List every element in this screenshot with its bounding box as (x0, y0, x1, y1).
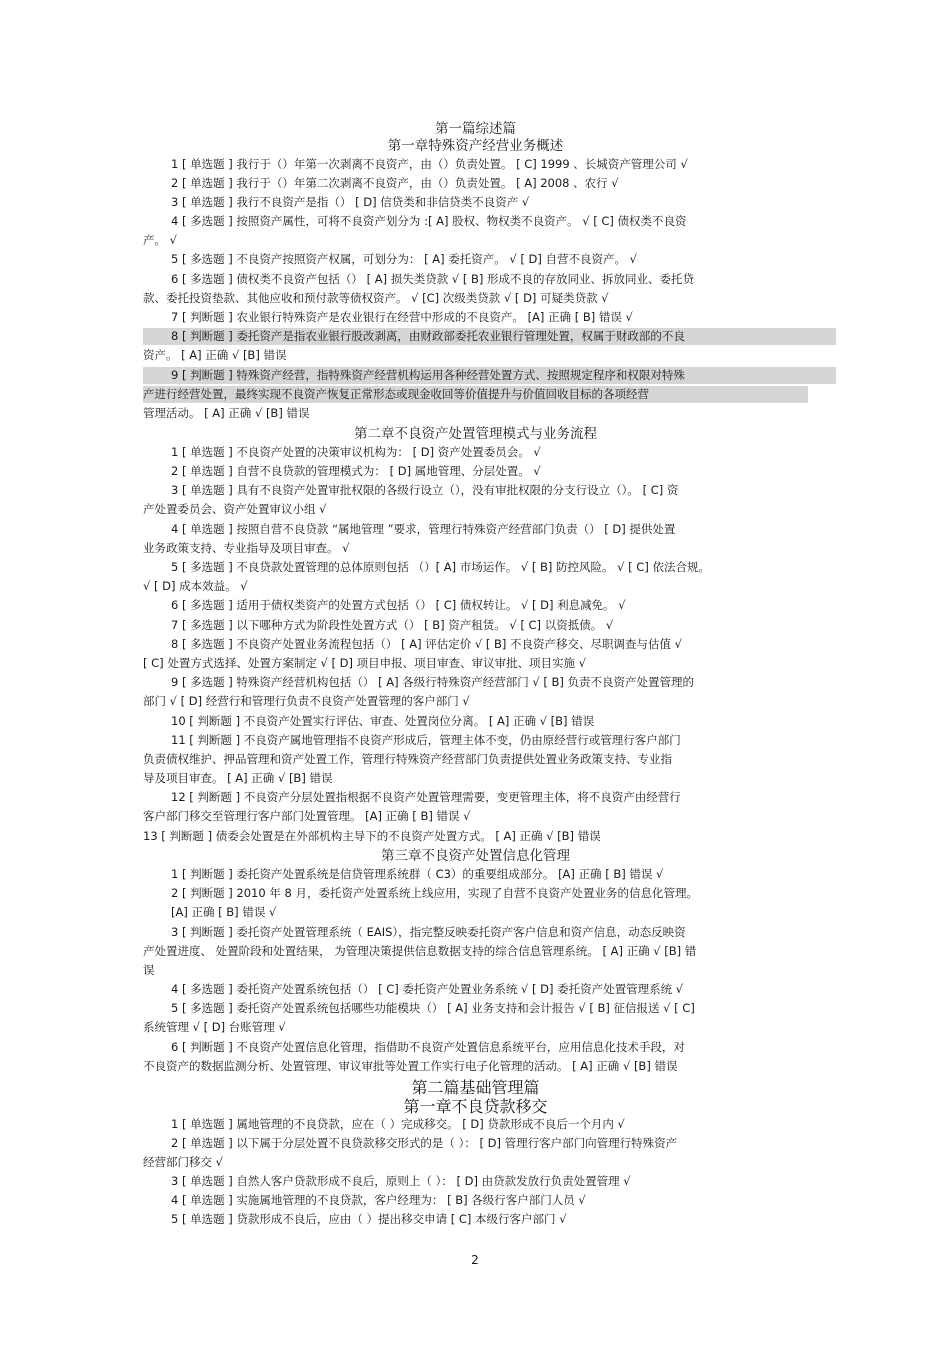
question-line: 1 [ 单选题 ] 不良资产处置的决策审议机构为： [ D] 资产处置委员会。 √ (171, 445, 541, 459)
question-line: 款、委托投资垫款、其他应收和预付款等债权资产。 √ [C] 次级类贷款 √ [ D] 可疑类贷款 √ (143, 291, 609, 305)
question-line: 8 [ 判断题 ] 委托资产是指农业银行股改剥离，由财政部委托农业银行管理处置，权属于财政部的不良 (143, 328, 836, 345)
question-line: 3 [ 单选题 ] 我行不良资产是指（） [ D] 信贷类和非信贷类不良资产 √ (171, 195, 530, 209)
chapter-title: 第一章不良贷款移交 (403, 1097, 548, 1116)
question-line: 经营部门移交 √ (143, 1155, 223, 1169)
question-line: 客户部门移交至管理行客户部门处置管理。 [A] 正确 [ B] 错误 √ (143, 809, 471, 823)
question-line: 产处置委员会、资产处置审议小组 √ (143, 502, 327, 516)
question-line: 产。 √ (143, 233, 177, 247)
question-line: 5 [ 多选题 ] 委托资产处置系统包括哪些功能模块（） [ A] 业务支持和会计报告 √ [ B] 征信报送 √ [ C] (171, 1001, 695, 1015)
question-line: [ C] 处置方式选择、处置方案制定 √ [ D] 项目申报、项目审查、审议审批、项目实施 √ (143, 656, 587, 670)
chapter-title: 第一章特殊资产经营业务概述 (387, 138, 564, 154)
question-line: 10 [ 判断题 ] 不良资产处置实行评估、审查、处置岗位分离。 [ A] 正确 √ [B] 错误 (171, 714, 595, 728)
question-line: 产处置进度、 处置阶段和处置结果， 为管理决策提供信息数据支持的综合信息管理系统。 [ A] 正确 √ [B] 错 (143, 944, 697, 958)
question-line: 管理活动。 [ A] 正确 √ [B] 错误 (143, 406, 310, 420)
question-line: 资产。 [ A] 正确 √ [B] 错误 (143, 348, 287, 362)
question-line: 2 [ 单选题 ] 我行于（）年第二次剥离不良资产，由（）负责处置。 [ A] 2008 、农行 √ (171, 176, 619, 190)
question-line: 8 [ 多选题 ] 不良资产处置业务流程包括（） [ A] 评估定价 √ [ B] 不良资产移交、尽职调查与估值 √ (171, 637, 683, 651)
question-line: 2 [ 单选题 ] 以下属于分层处置不良贷款移交形式的是（ ）： [ D] 管理行客户部门向管理行特殊资产 (171, 1136, 678, 1150)
question-line: √ [ D] 成本效益。 √ (143, 579, 248, 593)
question-line: 5 [ 单选题 ] 贷款形成不良后，应由（ ）提出移交申请 [ C] 本级行客户部门 √ (171, 1212, 567, 1226)
question-line: 3 [ 单选题 ] 自然人客户贷款形成不良后，原则上（ ）： [ D] 由贷款发放行负责处置管理 √ (171, 1174, 631, 1188)
question-line: 6 [ 多选题 ] 债权类不良资产包括（） [ A] 损失类贷款 √ [ B] 形成不良的存放同业、拆放同业、委托贷 (171, 272, 695, 286)
part-title: 第二篇基础管理篇 (411, 1078, 540, 1097)
question-line: 1 [ 判断题 ] 委托资产处置系统是信贷管理系统群（ C3）的重要组成部分。 [A] 正确 [ B] 错误 √ (171, 867, 664, 881)
question-line: [A] 正确 [ B] 错误 √ (171, 905, 277, 919)
question-line: 业务政策支持、专业指导及项目审查。 √ (143, 541, 350, 555)
question-line: 4 [ 多选题 ] 委托资产处置系统包括（） [ C] 委托资产处置业务系统 √ [ D] 委托资产处置管理系统 √ (171, 982, 684, 996)
question-line: 不良资产的数据监测分析、处置管理、审议审批等处置工作实行电子化管理的活动。 [ A] 正确 √ [B] 错误 (143, 1059, 678, 1073)
question-line: 9 [ 判断题 ] 特殊资产经营，指特殊资产经营机构运用各种经营处置方式、按照规定程序和权限对特殊 (143, 367, 836, 384)
question-line: 导及项目审查。 [ A] 正确 √ [B] 错误 (143, 771, 333, 785)
question-line: 12 [ 判断题 ] 不良资产分层处置指根据不良资产处置管理需要，变更管理主体，将不良资产由经营行 (171, 790, 681, 804)
question-line: 产进行经营处置，最终实现不良资产恢复正常形态或现金收回等价值提升与价值回收目标的各项经营 (143, 386, 808, 403)
part-title: 第一篇综述篇 (435, 121, 516, 137)
question-line: 4 [ 单选题 ] 实施属地管理的不良贷款，客户经理为： [ B] 各级行客户部门人员 √ (171, 1193, 586, 1207)
question-line: 6 [ 判断题 ] 不良资产处置信息化管理，指借助不良资产处置信息系统平台，应用信息化技术手段，对 (171, 1040, 685, 1054)
chapter-title: 第三章不良资产处置信息化管理 (381, 848, 570, 864)
chapter-title: 第二章不良资产处置管理模式与业务流程 (354, 426, 597, 442)
question-line: 2 [ 单选题 ] 自营不良贷款的管理模式为： [ D] 属地管理、分层处置。 √ (171, 464, 541, 478)
question-line: 负责债权维护、押品管理和资产处置工作，管理行特殊资产经营部门负责提供处置业务政策支持、专业指 (143, 752, 672, 766)
question-line: 4 [ 多选题 ] 按照资产属性，可将不良资产划分为 :[ A] 股权、物权类不良资产。 √ [ C] 债权类不良资 (171, 214, 687, 228)
question-line: 系统管理 √ [ D] 台账管理 √ (143, 1020, 286, 1034)
question-line: 11 [ 判断题 ] 不良资产属地管理指不良资产形成后，管理主体不变，仍由原经营行或管理行客户部门 (171, 733, 681, 747)
question-line: 5 [ 多选题 ] 不良资产按照资产权属，可划分为： [ A] 委托资产。 √ [ D] 自营不良资产。 √ (171, 252, 637, 266)
question-line: 6 [ 多选题 ] 适用于债权类资产的处置方式包括（） [ C] 债权转让。 √ [ D] 利息减免。 √ (171, 598, 626, 612)
question-line: 3 [ 判断题 ] 委托资产处置管理系统（ EAIS），指完整反映委托资产客户信息和资产信息，动态反映资 (171, 925, 686, 939)
question-line: 7 [ 多选题 ] 以下哪种方式为阶段性处置方式（） [ B] 资产租赁。 √ [ C] 以资抵债。 √ (171, 618, 614, 632)
question-line: 1 [ 单选题 ] 属地管理的不良贷款，应在（ ）完成移交。 [ D] 贷款形成不良后一个月内 √ (171, 1117, 625, 1131)
question-line: 7 [ 判断题 ] 农业银行特殊资产是农业银行在经营中形成的不良资产。 [A] 正确 [ B] 错误 √ (171, 310, 633, 324)
question-line: 误 (143, 963, 155, 977)
page-number: 2 (471, 1253, 479, 1267)
question-line: 3 [ 单选题 ] 具有不良资产处置审批权限的各级行设立（），没有审批权限的分支行设立（）。 [ C] 资 (171, 483, 679, 497)
question-line: 9 [ 多选题 ] 特殊资产经营机构包括（） [ A] 各级行特殊资产经营部门 √ [ B] 负责不良资产处置管理的 (171, 675, 695, 689)
question-line: 2 [ 判断题 ] 2010 年 8 月，委托资产处置系统上线应用，实现了自营不良资产处置业务的信息化管理。 (171, 886, 698, 900)
question-line: 5 [ 多选题 ] 不良贷款处置管理的总体原则包括 （）[ A] 市场运作。 √ [ B] 防控风险。 √ [ C] 依法合规。 (171, 560, 710, 574)
question-line: 1 [ 单选题 ] 我行于（）年第一次剥离不良资产，由（）负责处置。 [ C] 1999 、长城资产管理公司 √ (171, 157, 688, 171)
question-line: 4 [ 单选题 ] 按照自营不良贷款 “属地管理 ”要求，管理行特殊资产经营部门负责（） [ D] 提供处置 (171, 522, 676, 536)
question-line: 13 [ 判断题 ] 债委会处置是在外部机构主导下的不良资产处置方式。 [ A] 正确 √ [B] 错误 (143, 829, 601, 843)
question-line: 部门 √ [ D] 经营行和管理行负责不良资产处置管理的客户部门 √ (143, 694, 470, 708)
